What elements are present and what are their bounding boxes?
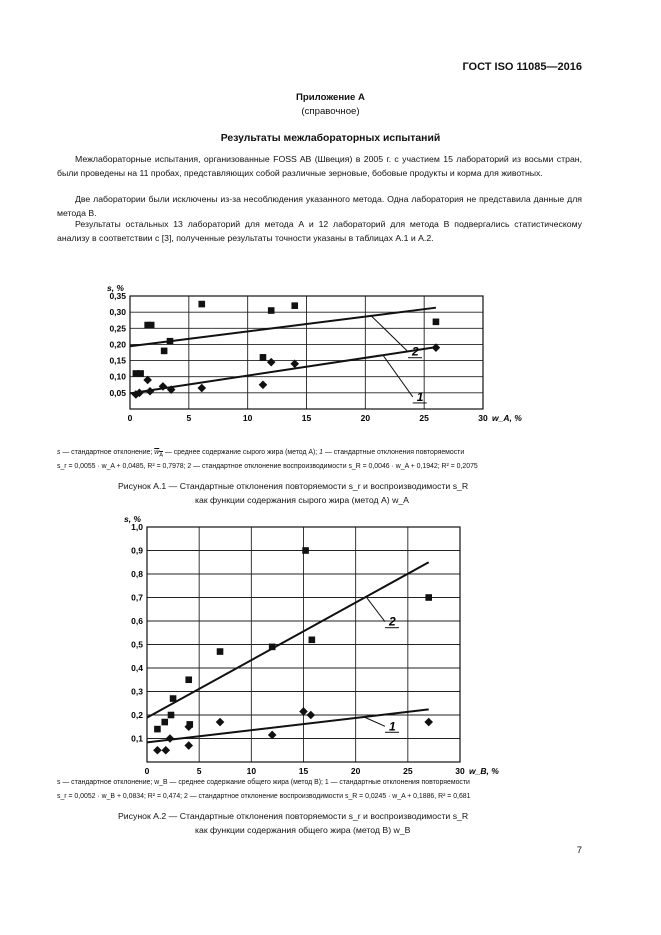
fig1-x-tick-label: 30 — [478, 413, 488, 423]
fig2-x-tick-label: 0 — [144, 766, 150, 776]
fig1-y-tick-label: 0,15 — [109, 355, 126, 366]
fig2-point-diamond — [299, 707, 308, 716]
fig2-x-tick-label: 30 — [455, 766, 465, 776]
fig2-y-tick-label: 0,7 — [131, 592, 143, 603]
fig2-point-square — [168, 712, 175, 719]
fig2-y-tick-label: 0,9 — [131, 545, 143, 556]
fig2-x-tick-label: 5 — [196, 766, 202, 776]
fig1-y-tick-label: 0,25 — [109, 323, 126, 334]
appendix-title: Приложение А — [296, 92, 365, 103]
fig2-point-square — [161, 719, 168, 726]
fig2-point-square — [425, 594, 432, 601]
fig1-point-square — [137, 370, 144, 377]
fig2-point-square — [185, 676, 192, 683]
page-number: 7 — [576, 845, 582, 856]
fig2-x-tick-label: 15 — [298, 766, 309, 776]
fig2-point-square — [217, 648, 224, 655]
fig2-y-tick-label: 0,8 — [131, 569, 143, 579]
fig2-y-tick-label: 0,3 — [131, 686, 143, 697]
fig1-point-square — [198, 301, 205, 308]
fig2-point-square — [186, 721, 193, 728]
fig2-point-diamond — [166, 734, 175, 743]
figure-a2-legend-line1: s — стандартное отклонение; w_B — среднее содержание общего жира (метод В); 1 — стандартные отклонения повторяемости — [57, 779, 470, 786]
figure-a1-caption-line2: как функции содержания сырого жира (метод А) w_A — [195, 495, 409, 505]
fig1-x-tick-label: 20 — [360, 413, 371, 423]
fig2-point-square — [309, 637, 316, 644]
fig1-point-diamond — [267, 358, 276, 367]
fig2-point-square — [302, 547, 309, 554]
section-title: Результаты межлабораторных испытаний — [220, 133, 441, 144]
fig1-point-diamond — [259, 380, 268, 389]
fig2-y-tick-label: 0,5 — [131, 639, 143, 650]
fig1-series-label-1: 1 — [416, 389, 424, 404]
figure-a2-chart — [100, 508, 520, 778]
fig2-point-diamond — [184, 741, 193, 750]
fig1-trendline-2 — [130, 308, 436, 347]
figure-a2-legend-line2: s_r = 0,0052 · w_B + 0,0834; R² = 0,474; 2 — стандартное отклонение воспроизводимости s_R = 0,0245 · w_A + 0,1886, R² = 0,681 — [57, 793, 471, 800]
fig1-y-tick-label: 0,35 — [109, 291, 126, 301]
fig1-trendline-1 — [130, 344, 436, 393]
fig1-leader-2 — [371, 316, 408, 352]
fig1-x-tick-label: 10 — [242, 413, 253, 423]
fig2-x-tick-label: 25 — [403, 766, 413, 776]
fig2-series-label-1: 1 — [388, 719, 396, 734]
fig2-point-diamond — [424, 718, 433, 727]
standard-number: ГОСТ ISO 11085—2016 — [462, 61, 582, 73]
fig1-leader-1 — [383, 355, 413, 397]
fig2-x-tick-label: 20 — [350, 766, 361, 776]
fig2-series-label-2: 2 — [388, 614, 396, 629]
fig2-leader-1 — [364, 717, 385, 726]
figure-a2-caption-line2: как функции содержания общего жира (метод В) w_B — [195, 825, 411, 835]
fig2-point-square — [170, 695, 177, 702]
fig2-point-diamond — [307, 711, 316, 720]
figure-a2-caption-line1: Рисунок А.2 — Стандартные отклонения повторяемости s_r и воспроизводимости s_R — [118, 811, 469, 821]
fig1-x-axis-label: w_A, % — [492, 413, 522, 423]
fig2-point-diamond — [153, 746, 162, 755]
fig1-series-label-2: 2 — [412, 344, 419, 359]
paragraph-1: Межлабораторные испытания, организованные FOSS AB (Швеция) в 2005 г. с участием 15 лабораторий из восьми стран, были проведены на 11 пробах, представляющих собой различные зерновые, бобовые продукты и корма для животных. — [57, 154, 582, 178]
fig1-point-diamond — [197, 384, 206, 393]
figure-a1-legend-line1: s — стандартное отклонение; $w_A$ — среднее содержание сырого жира (метод А); 1 — стандартные отклонения повторяемости — [57, 449, 465, 459]
fig1-y-tick-label: 0,30 — [109, 307, 126, 318]
fig2-point-diamond — [216, 718, 225, 727]
paragraph-2: Две лаборатории были исключены из-за несоблюдения указанного метода. Одна лаборатория не представила данные для метода В. — [57, 194, 582, 218]
fig2-point-square — [154, 726, 161, 733]
fig1-point-square — [148, 322, 155, 329]
fig2-y-tick-label: 0,1 — [131, 733, 143, 744]
fig2-point-square — [269, 644, 276, 651]
fig2-point-diamond — [161, 746, 170, 755]
fig1-point-square — [161, 348, 168, 355]
fig1-point-square — [260, 354, 267, 361]
fig1-point-square — [167, 338, 174, 345]
fig2-y-tick-label: 1,0 — [131, 522, 143, 532]
fig1-point-square — [433, 319, 440, 326]
fig2-y-tick-label: 0,2 — [131, 710, 143, 720]
fig1-point-square — [268, 307, 275, 314]
fig1-y-tick-label: 0,10 — [109, 371, 126, 382]
fig1-x-tick-label: 15 — [301, 413, 312, 423]
fig2-y-axis-label: s, % — [123, 514, 141, 524]
figure-a1-chart — [90, 268, 522, 443]
appendix-subtitle: (справочное) — [301, 106, 360, 117]
fig2-x-axis-label: w_B, % — [469, 766, 499, 776]
fig1-y-axis-label: s, % — [106, 283, 124, 293]
figure-a1-legend-line2: s_r = 0,0055 · w_A + 0,0485, R² = 0,7978; 2 — стандартное отклонение воспроизводимости s_R = 0,0046 · w_A + 0,1942; R² = 0,2075 — [57, 463, 478, 470]
fig2-y-tick-label: 0,6 — [131, 616, 143, 626]
fig1-y-tick-label: 0,20 — [109, 339, 126, 350]
fig1-point-diamond — [146, 387, 155, 396]
fig2-trendline-2 — [147, 562, 429, 717]
paragraph-3: Результаты остальных 13 лабораторий для метода А и 12 лабораторий для метода В подвергались статистическому анализу в соответствии с [3], полученные результаты точности указаны в таблицах А.1 и А.2. — [57, 219, 582, 243]
fig2-leader-2 — [366, 597, 385, 622]
figure-a1-caption-line1: Рисунок А.1 — Стандартные отклонения повторяемости s_r и воспроизводимости s_R — [118, 481, 469, 491]
fig2-x-tick-label: 10 — [246, 766, 257, 776]
fig1-y-tick-label: 0,05 — [109, 387, 126, 398]
fig1-point-square — [291, 302, 298, 309]
fig2-point-diamond — [268, 731, 277, 740]
fig1-x-tick-label: 25 — [419, 413, 429, 423]
fig2-y-tick-label: 0,4 — [131, 663, 143, 673]
fig1-x-tick-label: 5 — [186, 413, 192, 423]
fig1-x-tick-label: 0 — [127, 413, 133, 423]
